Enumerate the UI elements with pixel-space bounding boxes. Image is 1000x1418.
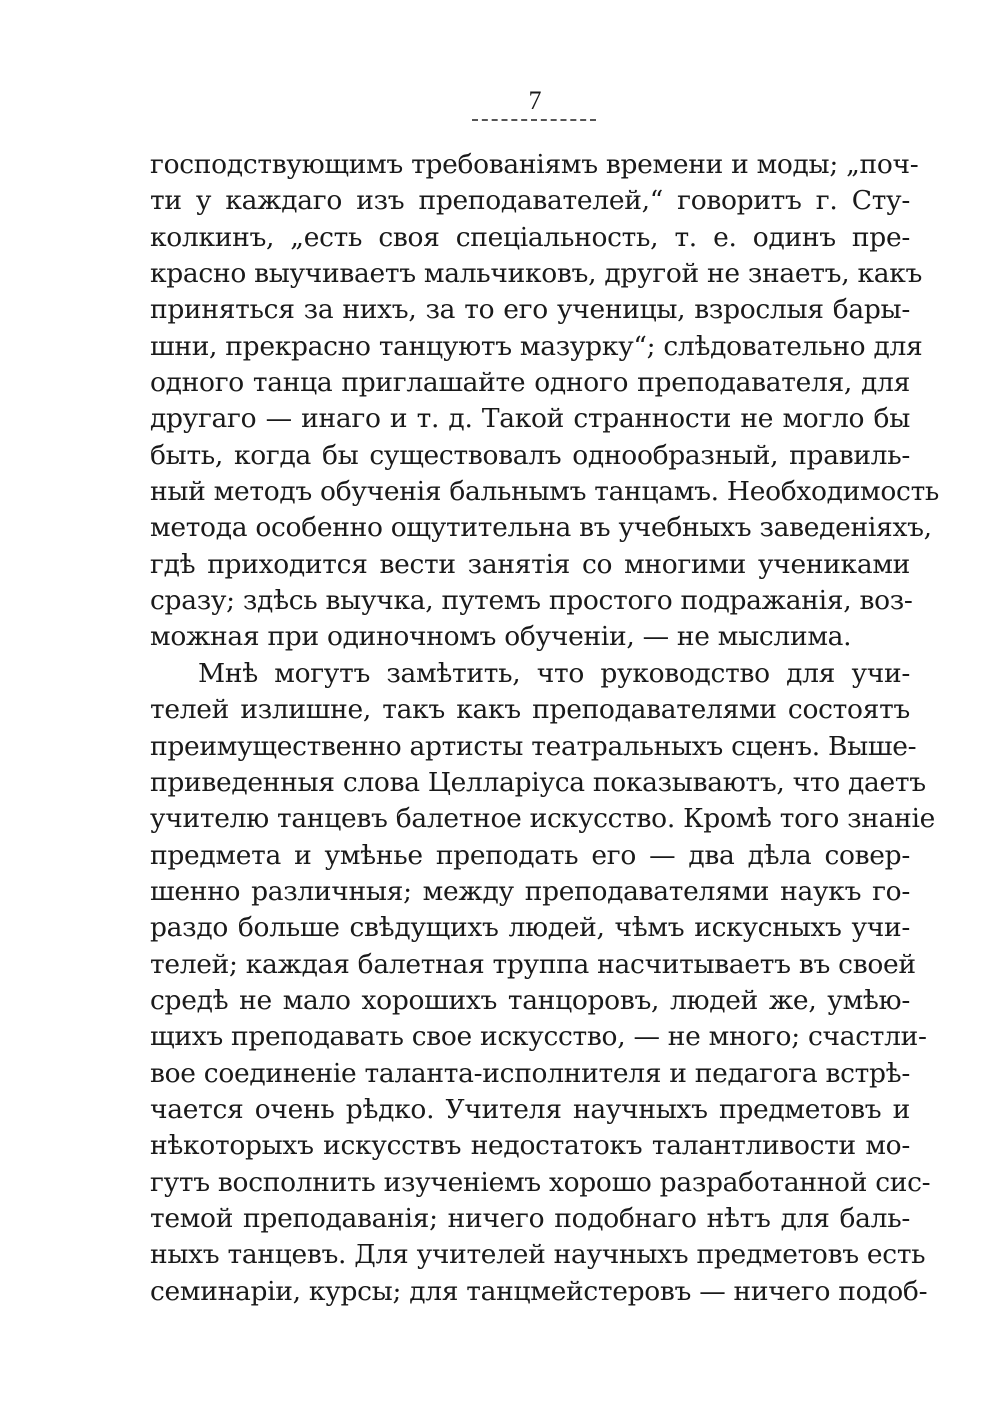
text-line: преимущественно артисты театральныхъ сценъ. Выше-: [150, 730, 917, 762]
text-line: вое соединеніе таланта-исполнителя и педагога встрѣ-: [150, 1057, 911, 1089]
text-line: семинаріи, курсы; для танцмейстеровъ — ничего подоб-: [150, 1275, 928, 1307]
text-line: шни, прекрасно танцуютъ мазурку“; слѣдовательно для: [150, 330, 923, 362]
text-line: темой преподаванія; ничего подобнаго нѣтъ для баль-: [150, 1202, 910, 1234]
text-line: средѣ не мало хорошихъ танцоровъ, людей же, умѣю-: [150, 984, 910, 1016]
paragraph-2: [150, 656, 936, 1310]
text-line: метода особенно ощутительна въ учебныхъ заведеніяхъ,: [150, 512, 932, 544]
text-line: гдѣ приходится вести занятія со многими учениками: [150, 548, 910, 580]
text-line: ти у каждаго изъ преподавателей,“ говоритъ г. Сту-: [150, 185, 910, 217]
paragraph-1: [150, 147, 940, 656]
text-line: гутъ восполнить изученіемъ хорошо разработанной сис-: [150, 1166, 931, 1198]
text-line: одного танца приглашайте одного преподавателя, для: [150, 367, 910, 399]
text-line: шенно различныя; между преподавателями наукъ го-: [150, 875, 910, 907]
text-line: можная при одиночномъ обученіи, — не мыслима.: [150, 621, 852, 653]
text-line: нѣкоторыхъ искусствъ недостатокъ талантливости мо-: [150, 1130, 910, 1162]
text-line: чается очень рѣдко. Учителя научныхъ предметовъ и: [150, 1093, 910, 1125]
text-line: быть, когда бы существовалъ однообразный, правиль-: [150, 439, 910, 471]
text-line: учителю танцевъ балетное искусство. Кромѣ того знаніе: [150, 803, 936, 835]
text-line: господствующимъ требованіямъ времени и моды; „поч-: [150, 149, 919, 180]
text-line: красно выучиваетъ мальчиковъ, другой не знаетъ, какъ: [150, 258, 923, 290]
text-line: другаго — инаго и т. д. Такой странности не могло бы: [150, 403, 910, 435]
header-rule: [472, 119, 596, 121]
text-line: предмета и умѣнье преподать его — два дѣла совер-: [150, 839, 910, 871]
text-line: раздо больше свѣдущихъ людей, чѣмъ искусныхъ учи-: [150, 912, 910, 944]
text-line: сразу; здѣсь выучка, путемъ простого подражанія, воз-: [150, 585, 913, 617]
text-line: приняться за нихъ, за то его ученицы, взрослыя бары-: [150, 294, 910, 326]
text-line: ныхъ танцевъ. Для учителей научныхъ предметовъ есть: [150, 1239, 926, 1271]
body-text: [150, 147, 940, 1310]
text-line: щихъ преподавать свое искусство, — не много; счастли-: [150, 1021, 927, 1053]
text-line: колкинъ, „есть своя спеціальность, т. е. одинъ пре-: [150, 221, 910, 253]
text-line: телей; каждая балетная труппа насчитываетъ въ своей: [150, 948, 916, 980]
text-line: телей излишне, такъ какъ преподавателями состоятъ: [150, 694, 910, 726]
page-number: 7: [528, 86, 542, 115]
text-line: приведенныя слова Целларіуса показываютъ, что даетъ: [150, 766, 926, 798]
text-line: Мнѣ могутъ замѣтить, что руководство для учи-: [198, 657, 910, 689]
text-line: ный методъ обученія бальнымъ танцамъ. Необходимость: [150, 476, 940, 508]
